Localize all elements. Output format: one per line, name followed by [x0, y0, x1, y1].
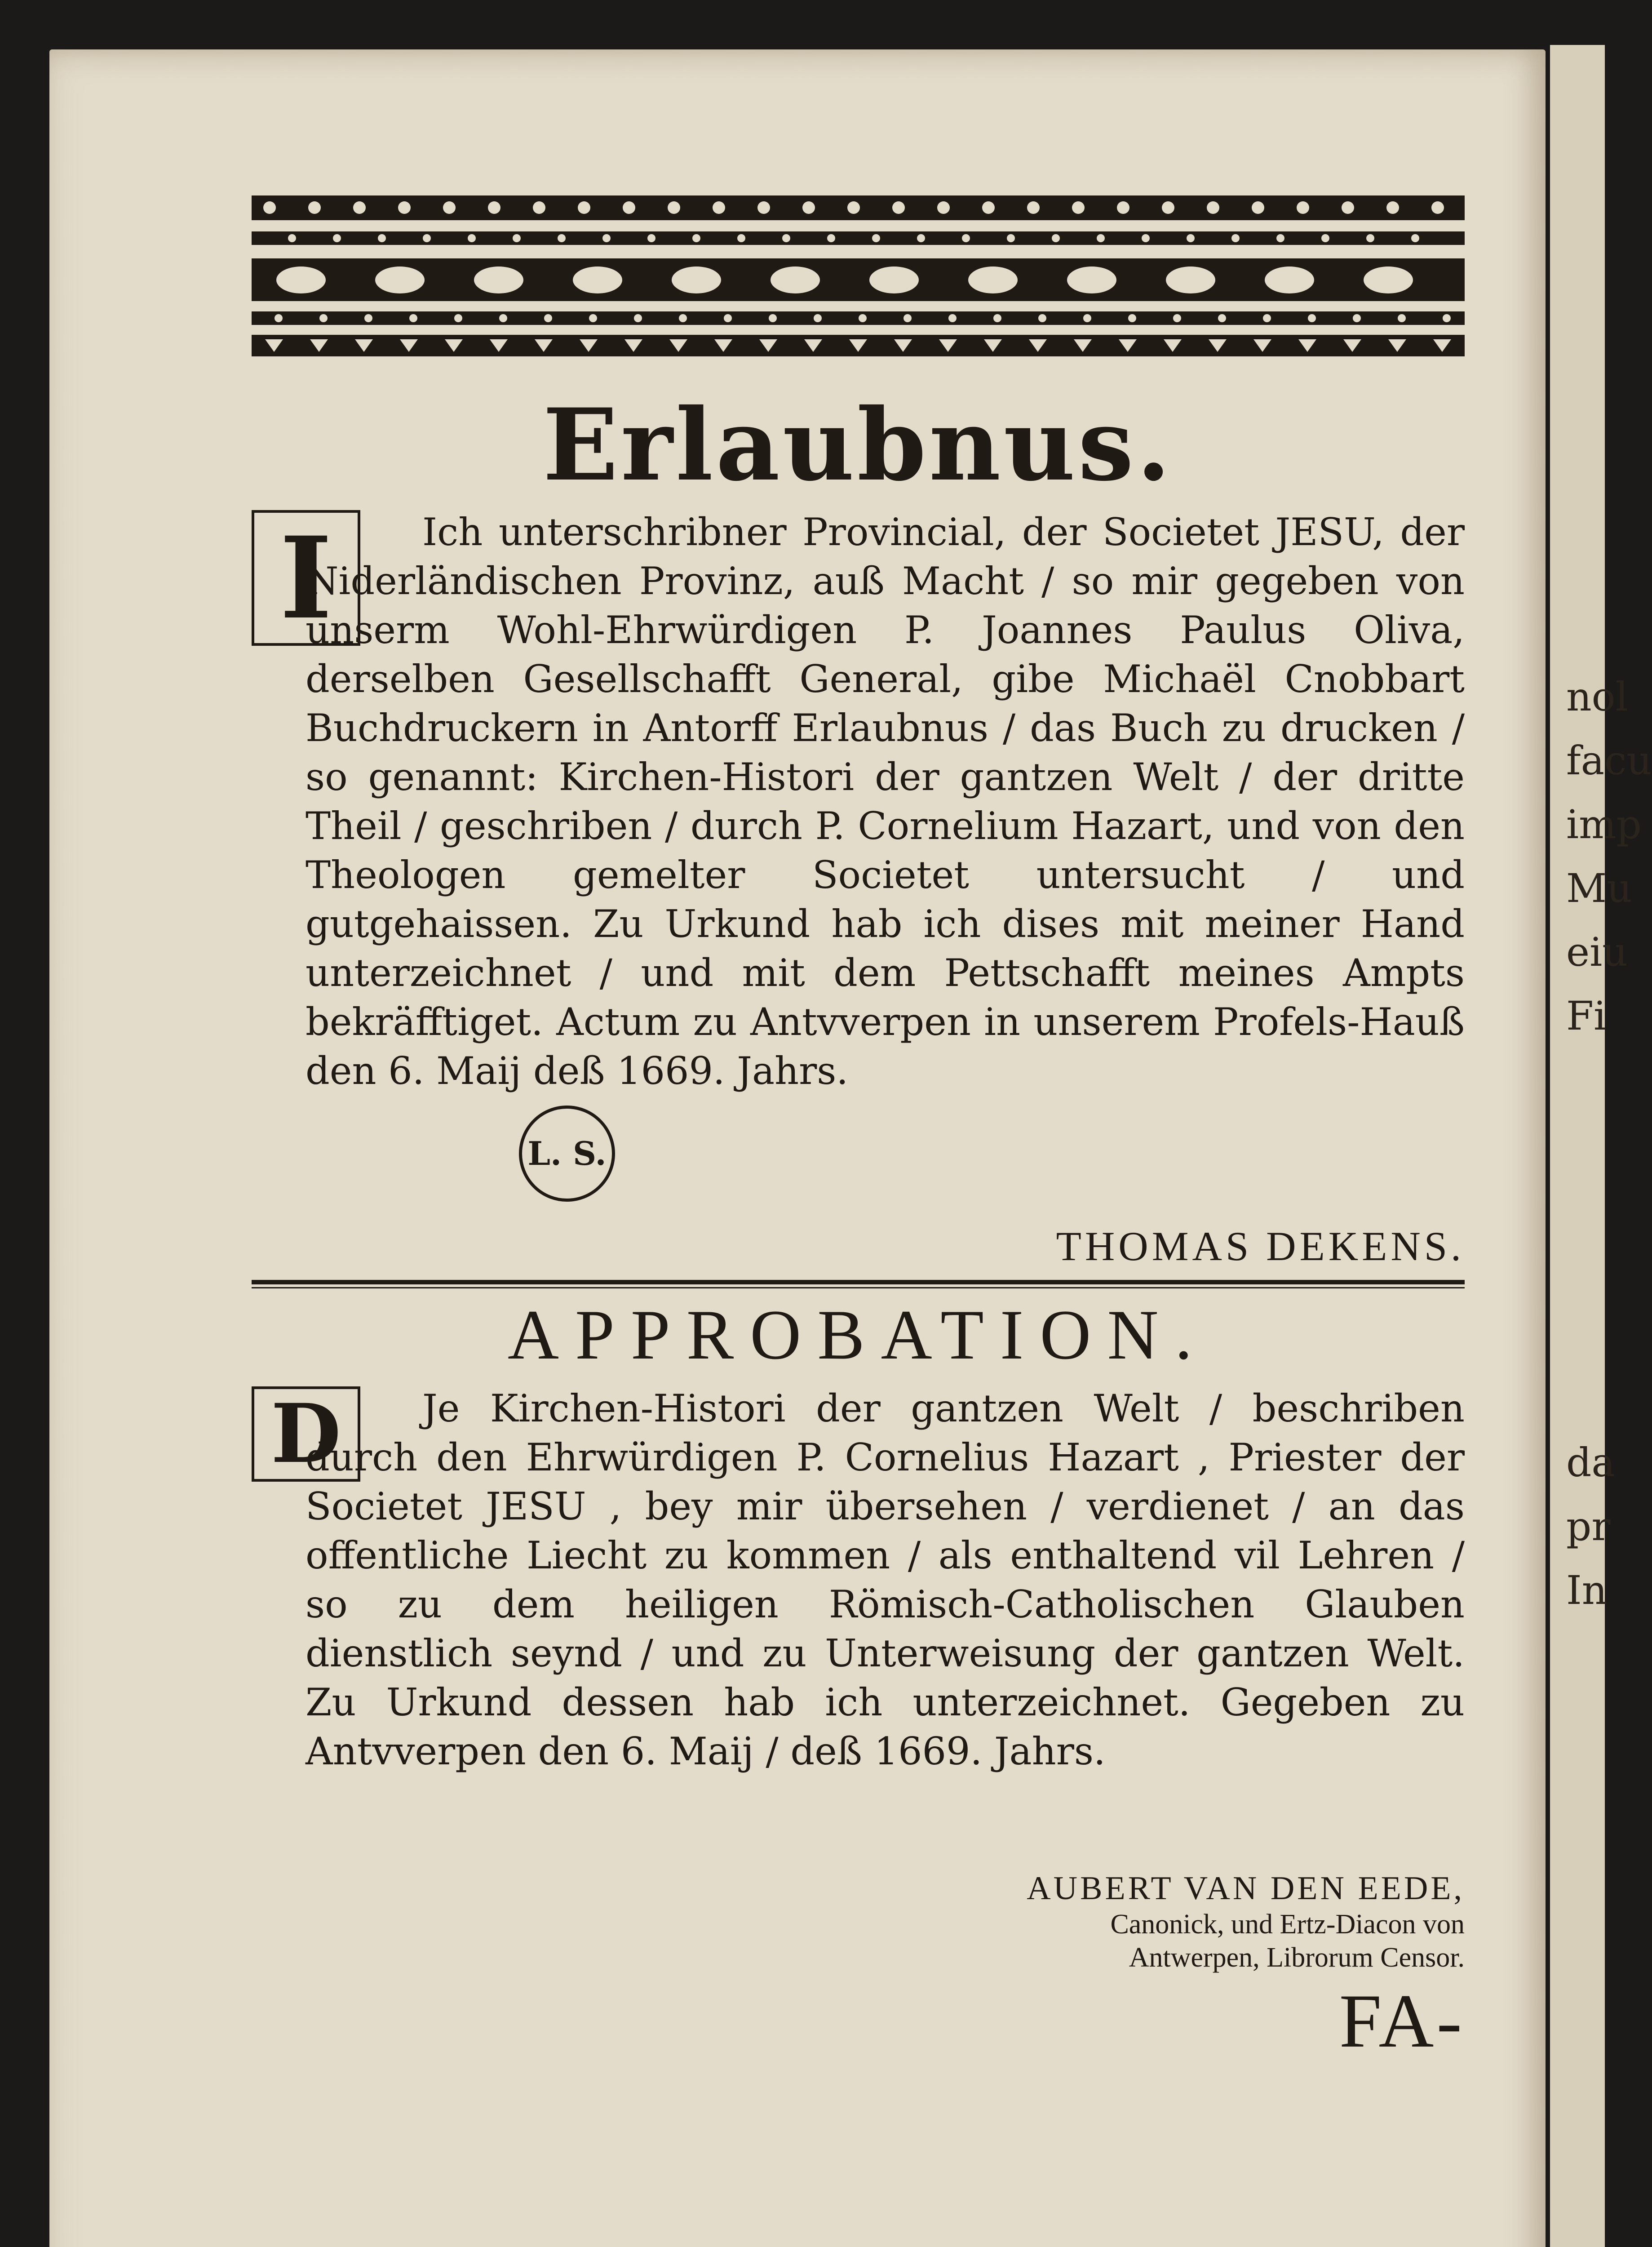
permit-title: Erlaubnus. [543, 386, 1174, 503]
facing-page-fragment: Fi [1566, 993, 1607, 1039]
approbation-title: APPROBATION. [507, 1296, 1209, 1374]
permit-body: Ich unterschribner Provincial, der Societet JESU, der Niderländischen Provinz, auß Macht / so mir gegeben von unserm Wohl-Ehrwürdigen P. Joannes Paulus Oliva, derselben Gesellschafft General, gibe Michaël Cnobbart Buchdruckern in Antorff Erlaubnus / das Buch zu drucken / so genannt: Kirchen-Histori der gantzen Welt / der dritte Theil / geschriben / durch P. Cornelium Hazart, und von den Theologen gemelter Societet untersucht / und gutgehaissen. Zu Urkund hab ich dises mit meiner Hand unterzeichnet / und mit dem Pettschafft meines Ampts bekräfftiget. Actum zu Antvverpen in unserem Profels-Hauß den 6. Maij deß 1669. Jahrs. [306, 510, 1465, 1093]
permit-dropcap: I [252, 510, 360, 646]
section-divider-thin [252, 1287, 1465, 1288]
approbation-text [306, 1384, 1465, 1776]
seal-mark: L. S. [519, 1106, 615, 1202]
facing-page-fragment [1566, 1239, 1652, 1303]
facing-page-edge [1550, 45, 1652, 2247]
facing-page-fragment: nol [1566, 674, 1628, 720]
permit-signer: THOMAS DEKENS. [1056, 1223, 1465, 1269]
approbation-signer-name: AUBERT VAN DEN EEDE, [1027, 1870, 1465, 1907]
facing-page-fragment: eiu [1566, 929, 1628, 975]
facing-page-text [1566, 665, 1652, 1622]
approbation-dropcap: D [252, 1386, 360, 1482]
facing-page-fragment: Mu [1566, 865, 1632, 911]
facing-page-fragment [1566, 1112, 1652, 1176]
facing-page-fragment: In [1566, 1567, 1608, 1613]
facing-page-fragment [1566, 1048, 1652, 1112]
facing-page-fragment [1566, 1303, 1652, 1367]
facing-page-fragment: facu [1566, 737, 1652, 784]
facing-page-fragment [1566, 1367, 1652, 1431]
facing-page-fragment [1566, 1176, 1652, 1239]
approbation-signer-role: Canonick, und Ertz-Diacon von Antwerpen, Librorum Censor. [1110, 1909, 1465, 1973]
facing-page-fragment: imp [1566, 801, 1642, 848]
section-divider [252, 1280, 1465, 1284]
approbation-signature [988, 1870, 1465, 1974]
permit-text [306, 508, 1465, 1096]
catchword: FA- [1339, 1979, 1465, 2063]
facing-page-fragment: pr [1566, 1503, 1611, 1550]
facing-page-fragment: da [1566, 1439, 1615, 1486]
approbation-body: Je Kirchen-Histori der gantzen Welt / beschriben durch den Ehrwürdigen P. Cornelius Hazart , Priester der Societet JESU , bey mir übersehen / verdienet / an das offentliche Liecht zu kommen / als enthaltend vil Lehren / so zu dem heiligen Römisch-Catholischen Glauben dienstlich seynd / und zu Unterweisung der gantzen Welt. Zu Urkund dessen hab ich unterzeichnet. Gegeben zu Antvverpen den 6. Maij / deß 1669. Jahrs. [306, 1386, 1465, 1773]
decorative-headpiece [252, 195, 1465, 357]
